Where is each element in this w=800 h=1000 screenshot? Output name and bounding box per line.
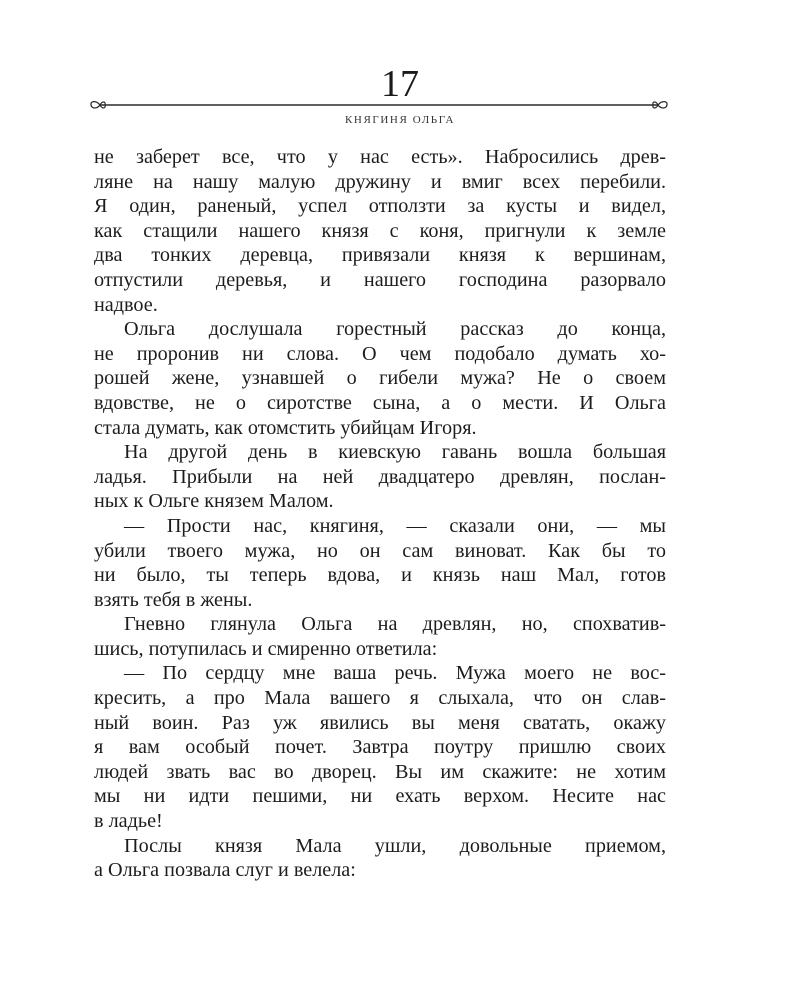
text-line: — Прости нас, княгиня, — сказали они, — мы (124, 514, 666, 537)
text-line: ных к Ольге князем Малом. (94, 490, 334, 513)
text-line: ный воин. Раз уж явились вы меня сватать, окажу (94, 711, 666, 734)
text-line: два тонких деревца, привязали князя к вершинам, (94, 244, 666, 267)
text-line: а Ольга позвала слуг и велела: (94, 859, 356, 882)
text-line: отпустили деревья, и нашего господина разорвало (94, 268, 666, 291)
text-line: рошей жене, узнавшей о гибели мужа? Не о своем (94, 367, 666, 390)
text-line: Я один, раненый, успел отползти за кусты и видел, (94, 195, 666, 218)
text-line: не заберет все, что у нас есть». Набросились древ- (94, 146, 666, 168)
text-line: кресить, а про Мала вашего я слыхала, что он слав- (94, 687, 666, 710)
text-line: как стащили нашего князя с коня, пригнули к земле (94, 219, 666, 242)
text-line: Гневно глянула Ольга на древлян, но, спохватив- (124, 613, 666, 636)
text-line: ляне на нашу малую дружину и вмиг всех перебили. (94, 170, 666, 193)
text-line: шись, потупилась и смиренно ответила: (94, 637, 438, 660)
header-ornament-rule (88, 98, 670, 112)
text-line: я вам особый почет. Завтра поутру пришлю своих (94, 736, 666, 759)
text-line: На другой день в киевскую гавань вошла большая (124, 441, 666, 464)
text-line: убили твоего мужа, но он сам виноват. Как бы то (94, 539, 666, 562)
text-line: надвое. (94, 293, 158, 316)
text-line: стала думать, как отомстить убийцам Игоря. (94, 416, 477, 439)
text-line: Ольга дослушала горестный рассказ до конца, (124, 318, 666, 341)
text-line: Послы князя Мала ушли, довольные приемом, (124, 834, 666, 857)
text-line: людей звать вас во дворец. Вы им скажите: не хотим (94, 760, 666, 783)
text-line: ни было, ты теперь вдова, и князь наш Мал, готов (94, 564, 666, 587)
text-line: вдовстве, не о сиротстве сына, а о мести. И Ольга (94, 391, 666, 414)
text-line: в ладье! (94, 810, 163, 833)
body-text (94, 145, 666, 883)
text-line: — По сердцу мне ваша речь. Мужа моего не вос- (124, 662, 666, 685)
text-line: ладья. Прибыли на ней двадцатеро древлян, послан- (94, 465, 666, 488)
page-number: 17 (381, 63, 419, 105)
text-line: мы ни идти пешими, ни ехать верхом. Несите нас (94, 785, 666, 808)
running-head: КНЯГИНЯ ОЛЬГА (344, 114, 456, 126)
text-line: не проронив ни слова. О чем подобало думать хо- (94, 342, 666, 365)
text-line: взять тебя в жены. (94, 588, 253, 611)
vine-flourish-icon (88, 98, 670, 112)
